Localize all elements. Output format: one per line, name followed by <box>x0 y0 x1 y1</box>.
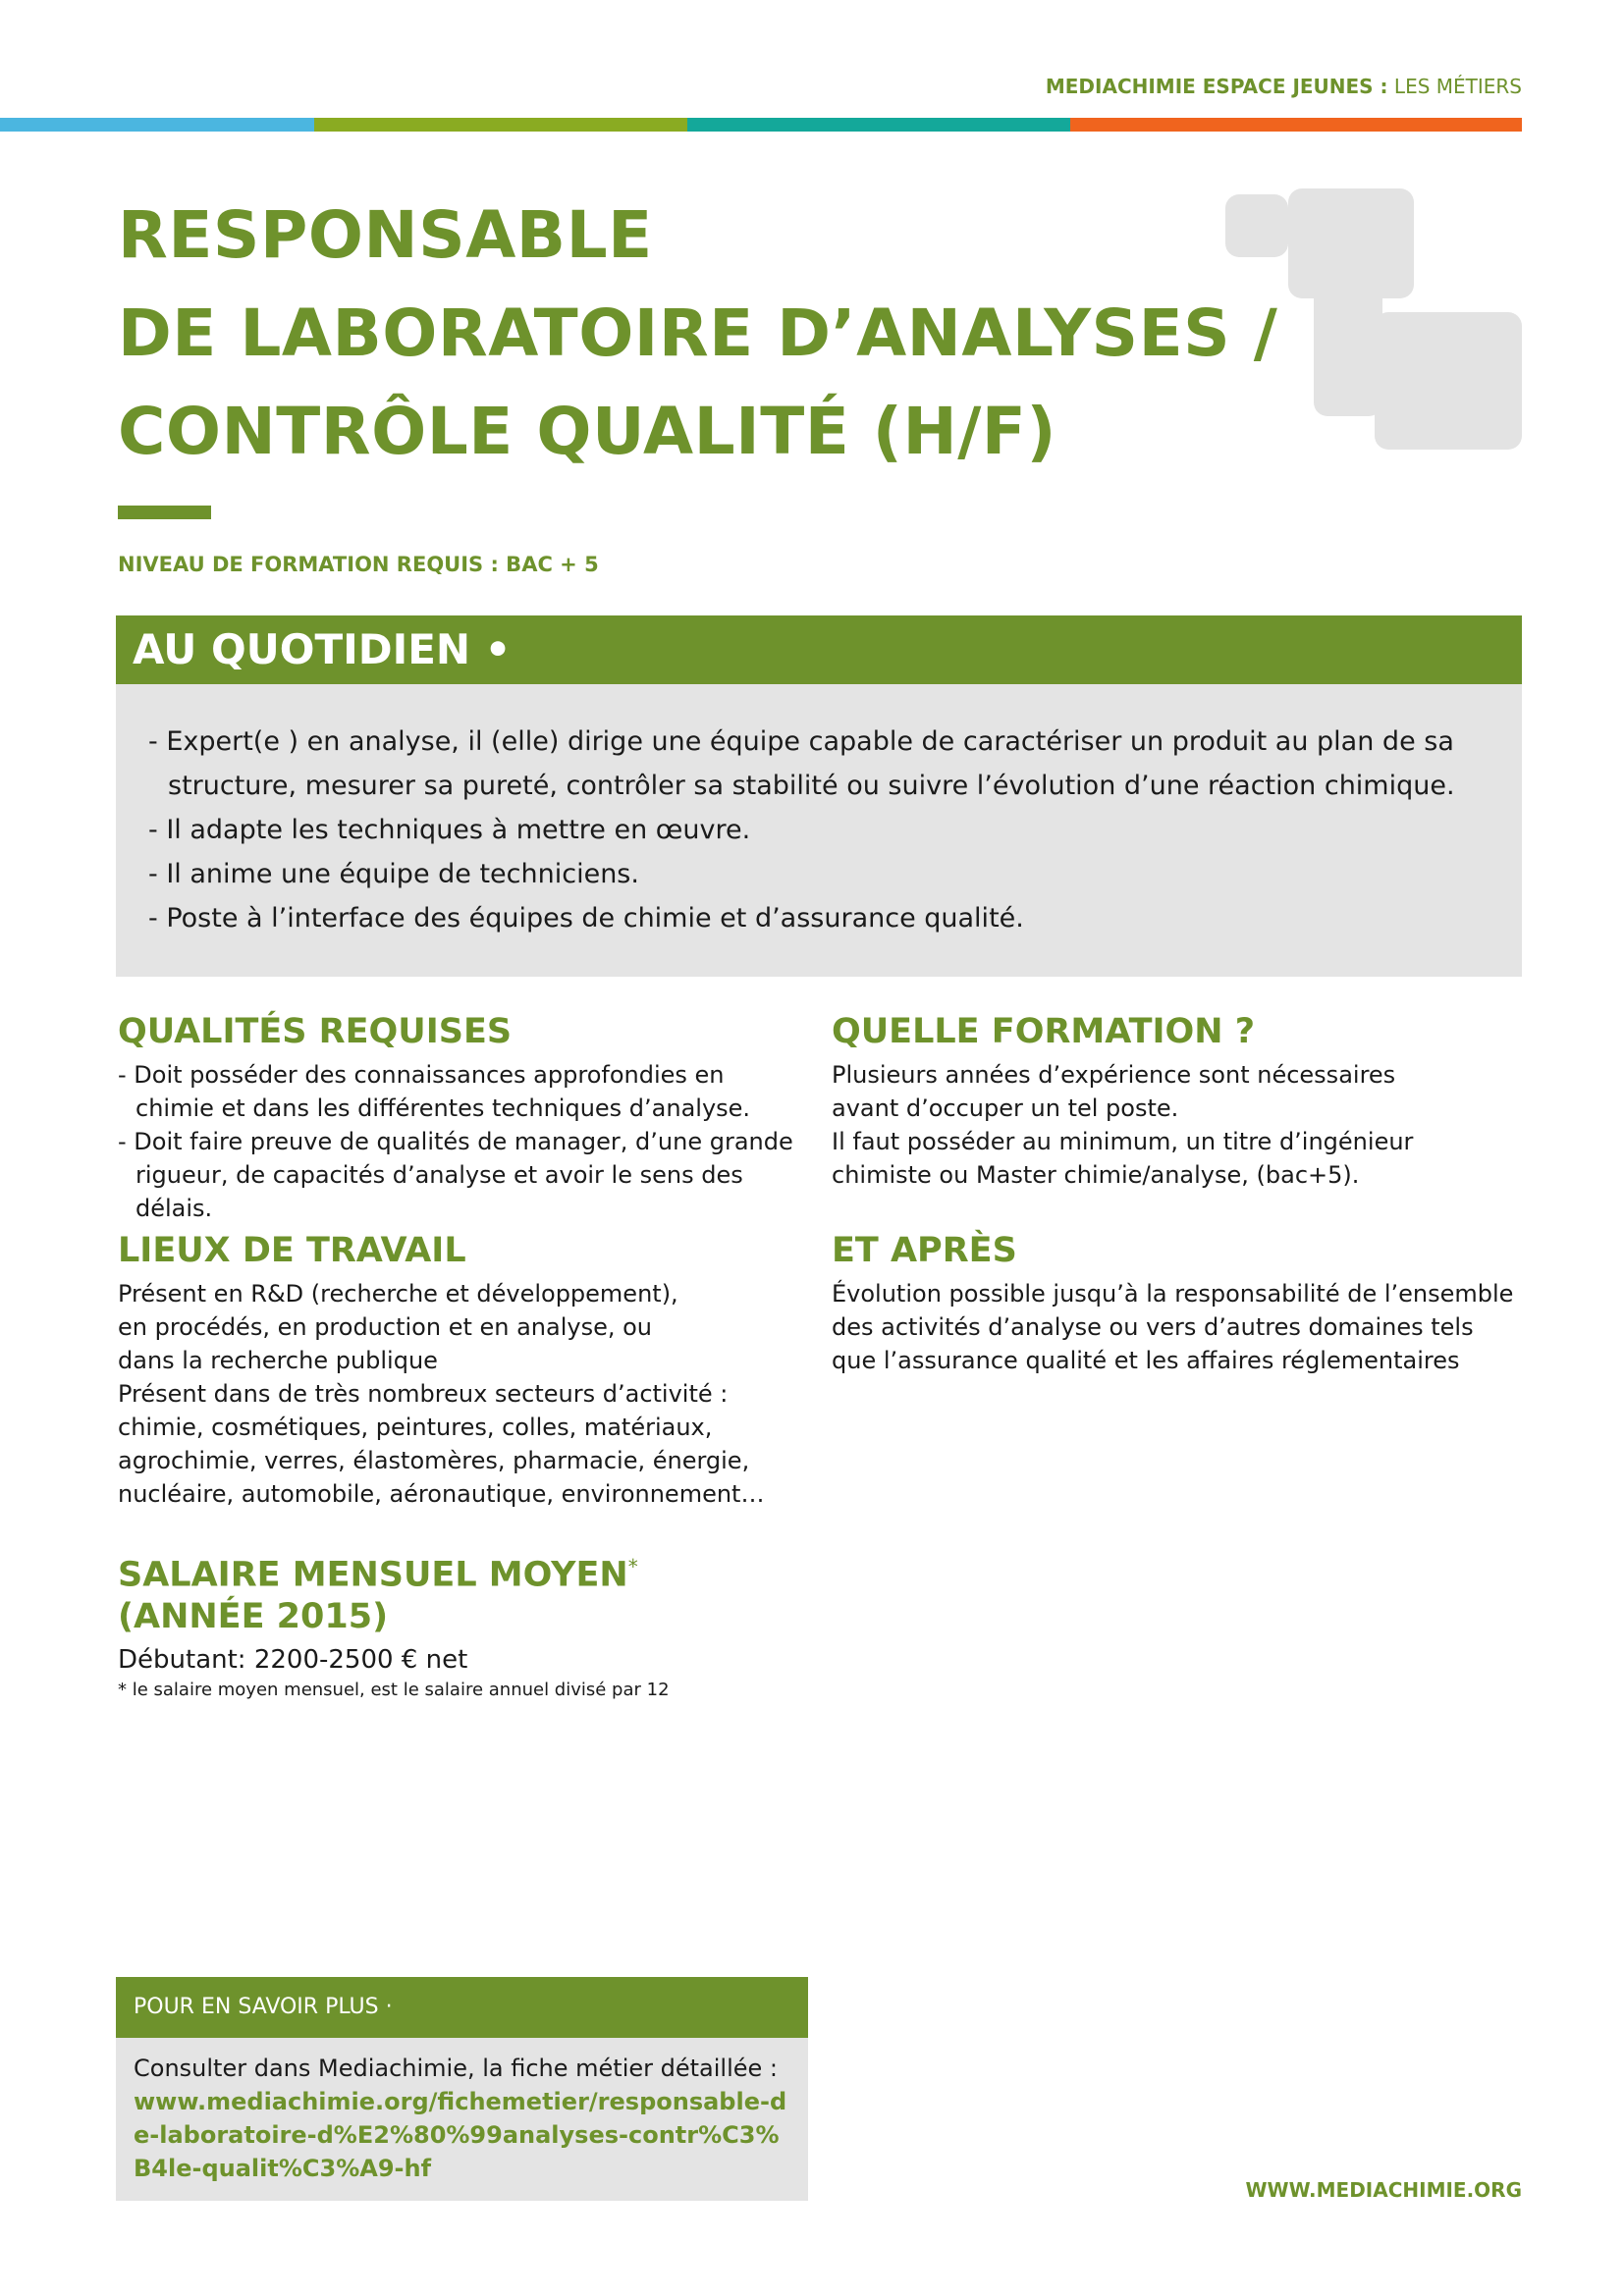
color-stripe-blue <box>0 118 314 132</box>
formation-text-1: Plusieurs années d’expérience sont nécessaires avant d’occuper un tel poste. <box>832 1061 1396 1122</box>
qualites-list <box>118 1058 805 1225</box>
qualites-section <box>118 1011 805 1225</box>
quotidien-box <box>116 684 1522 977</box>
salaire-asterisk: * <box>627 1555 638 1578</box>
quotidien-list <box>116 684 1522 940</box>
color-stripe-orange <box>1070 118 1522 132</box>
title-line-3: CONTRÔLE QUALITÉ (H/F) <box>118 394 1057 469</box>
lieux-heading: LIEUX DE TRAVAIL <box>118 1231 466 1270</box>
salaire-value: Débutant: 2200-2500 € net <box>118 1644 468 1675</box>
qualites-heading: QUALITÉS REQUISES <box>118 1012 513 1051</box>
title-line-2: DE LABORATOIRE D’ANALYSES / <box>118 295 1278 371</box>
lieux-text-1: Présent en R&D (recherche et développement), en procédés, en production et en analyse, ou dans la recherche publique <box>118 1280 678 1374</box>
lieux-section <box>118 1230 795 1511</box>
salaire-heading-line-2: (ANNÉE 2015) <box>118 1596 389 1636</box>
color-stripe-teal <box>687 118 1070 132</box>
salaire-heading <box>118 1546 805 1637</box>
salaire-section <box>118 1546 805 1704</box>
brand-header <box>1046 75 1522 98</box>
apres-section <box>832 1230 1519 1377</box>
more-link[interactable]: www.mediachimie.org/fichemetier/responsable-de-laboratoire-d%E2%80%99analyses-contr%C3%B4le-qualit%C3%A9-hf <box>134 2088 787 2182</box>
formation-text-2: Il faut posséder au minimum, un titre d’ingénieur chimiste ou Master chimie/analyse, (bac+5). <box>832 1128 1414 1189</box>
formation-section <box>832 1011 1519 1192</box>
formation-level: NIVEAU DE FORMATION REQUIS : BAC + 5 <box>118 553 599 576</box>
list-item: - Doit faire preuve de qualités de manager, d’une grande rigueur, de capacités d’analyse et avoir le sens des délais. <box>118 1128 793 1222</box>
list-item: - Poste à l’interface des équipes de chimie et d’assurance qualité. <box>148 903 1024 934</box>
salaire-note: * le salaire moyen mensuel, est le salaire annuel divisé par 12 <box>118 1679 670 1700</box>
title-underline <box>118 506 211 519</box>
color-stripe-green <box>314 118 687 132</box>
list-item: - Il anime une équipe de techniciens. <box>148 859 639 889</box>
brand-section: LES MÉTIERS <box>1387 75 1522 98</box>
brand-name: MEDIACHIMIE ESPACE JEUNES : <box>1045 75 1388 98</box>
quotidien-heading: AU QUOTIDIEN • <box>116 615 1522 684</box>
lieux-text-2: Présent dans de très nombreux secteurs d’activité : chimie, cosmétiques, peintures, colles, matériaux, agrochimie, verres, élastomères, pharmacie, énergie, nucléaire, automobile, aéronautique, environnement… <box>118 1380 765 1508</box>
footer-site-link[interactable]: WWW.MEDIACHIMIE.ORG <box>1245 2178 1522 2202</box>
more-heading: POUR EN SAVOIR PLUS · <box>116 1977 808 2038</box>
page-title <box>118 187 1277 481</box>
apres-text: Évolution possible jusqu’à la responsabilité de l’ensemble des activités d’analyse ou vers d’autres domaines tels que l’assurance qualité et les affaires réglementaires <box>832 1280 1514 1374</box>
title-line-1: RESPONSABLE <box>118 197 653 273</box>
formation-heading: QUELLE FORMATION ? <box>832 1012 1256 1051</box>
more-box <box>116 2038 808 2201</box>
list-item: - Doit posséder des connaissances approfondies en chimie et dans les différentes techniques d’analyse. <box>118 1061 751 1122</box>
salaire-heading-line-1: SALAIRE MENSUEL MOYEN <box>118 1555 628 1595</box>
list-item: - Expert(e ) en analyse, il (elle) dirige une équipe capable de caractériser un produit au plan de sa structure, mesurer sa pureté, contrôler sa stabilité ou suivre l’évolution d’une réaction chimique. <box>148 726 1455 801</box>
more-text: Consulter dans Mediachimie, la fiche métier détaillée : <box>134 2055 778 2082</box>
list-item: - Il adapte les techniques à mettre en œuvre. <box>148 815 751 845</box>
apres-heading: ET APRÈS <box>832 1231 1017 1270</box>
color-stripe <box>0 118 1522 132</box>
